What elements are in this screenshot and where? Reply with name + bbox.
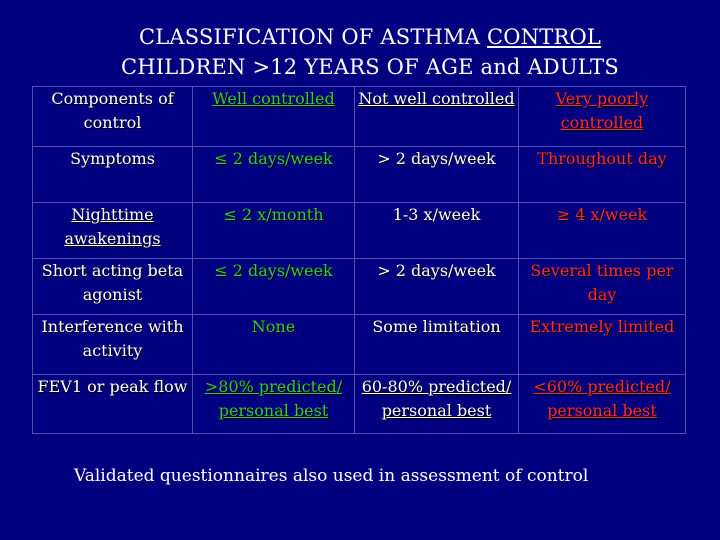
cell-not-well: 1-3 x/week — [354, 202, 518, 258]
cell-component: FEV1 or peak flow — [32, 374, 192, 433]
cell-not-well: 60-80% predicted/ personal best — [354, 374, 518, 433]
title-line-2: CHILDREN >12 YEARS OF AGE and ADULTS — [121, 55, 619, 79]
header-well-controlled: Well controlled — [192, 86, 354, 146]
slide-title — [0, 22, 720, 82]
table-header-row — [32, 86, 685, 146]
cell-not-well: Some limitation — [354, 314, 518, 374]
header-very-poorly-controlled: Very poorly controlled — [518, 86, 685, 146]
cell-very-poorly: <60% predicted/ personal best — [518, 374, 685, 433]
table-row — [32, 258, 685, 314]
table-row — [32, 374, 685, 433]
cell-well: ≤ 2 days/week — [192, 258, 354, 314]
header-components: Components of control — [32, 86, 192, 146]
table-row — [32, 314, 685, 374]
cell-not-well: > 2 days/week — [354, 146, 518, 202]
cell-very-poorly: Several times per day — [518, 258, 685, 314]
table-row — [32, 202, 685, 258]
footnote: Validated questionnaires also used in assessment of control — [74, 466, 589, 486]
title-underlined-word: CONTROL — [487, 25, 602, 49]
cell-component: Nighttime awakenings — [32, 202, 192, 258]
cell-well: >80% predicted/ personal best — [192, 374, 354, 433]
cell-well: ≤ 2 days/week — [192, 146, 354, 202]
header-not-well-controlled: Not well controlled — [354, 86, 518, 146]
table-row — [32, 146, 685, 202]
cell-component: Short acting beta agonist — [32, 258, 192, 314]
cell-very-poorly: Extremely limited — [518, 314, 685, 374]
cell-component: Interference with activity — [32, 314, 192, 374]
cell-very-poorly: ≥ 4 x/week — [518, 202, 685, 258]
cell-component: Symptoms — [32, 146, 192, 202]
asthma-control-table — [32, 86, 686, 434]
cell-well: None — [192, 314, 354, 374]
cell-very-poorly: Throughout day — [518, 146, 685, 202]
cell-not-well: > 2 days/week — [354, 258, 518, 314]
cell-well: ≤ 2 x/month — [192, 202, 354, 258]
title-line-1: CLASSIFICATION OF ASTHMA CONTROL — [138, 25, 602, 49]
